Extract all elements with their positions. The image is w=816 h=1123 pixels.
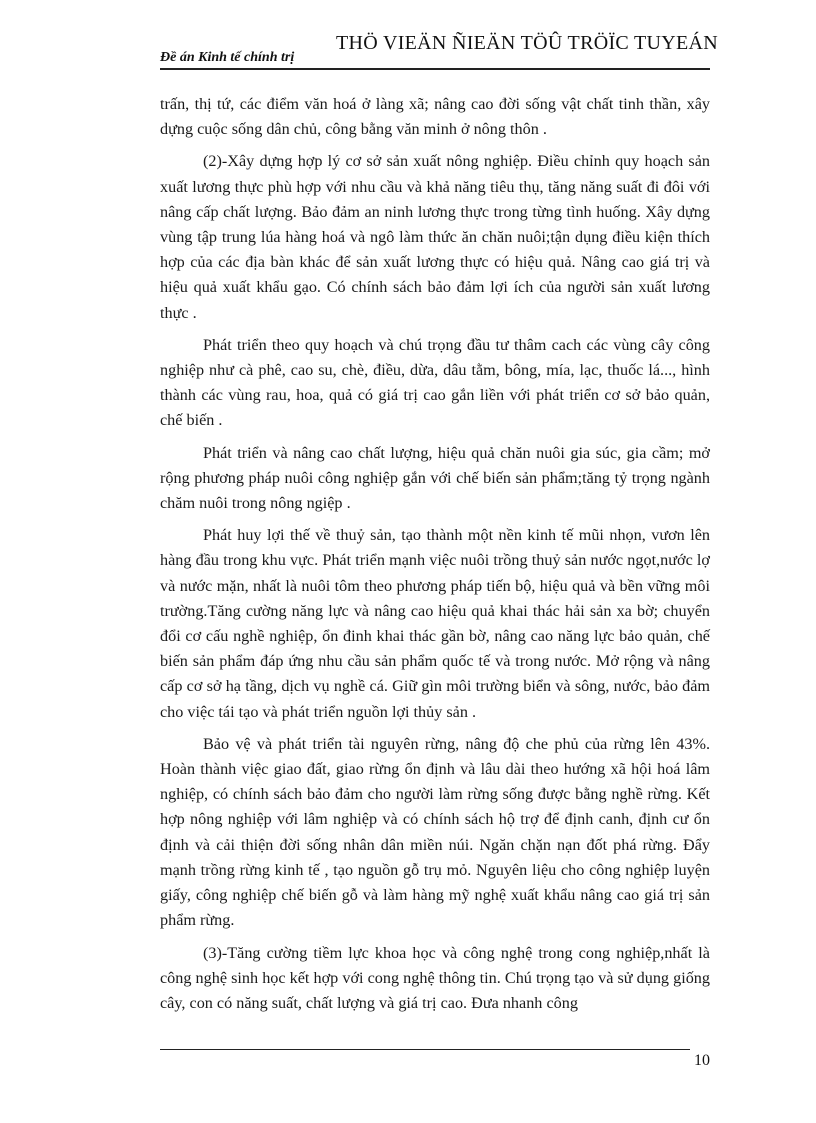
paragraph-5: Phát huy lợi thế về thuỷ sản, tạo thành một nền kinh tế mũi nhọn, vươn lên hàng đầu trong khu vực. Phát triển mạnh việc nuôi trồng thuỷ sản nước ngọt,nước lợ và nước mặn, nhất là nuôi tôm theo phương pháp tiến bộ, hiệu quả và bền vững môi trường.Tăng cường năng lực và nâng cao hiệu quả khai thác hải sản xa bờ; chuyển đổi cơ cấu nghề nghiệp, ổn đinh khai thác gần bờ, nâng cao năng lực bảo quản, chế biến sản phẩm đáp ứng nhu cầu sản phẩm quốc tế và trong nước. Mở rộng và nâng cấp cơ sở hạ tầng, dịch vụ nghề cá. Giữ gìn môi trường biển và sông, nước, bảo đảm cho việc tái tạo và phát triển nguồn lợi thủy sản .: [160, 526, 710, 721]
header-library-name: THÖ VIEÄN ÑIEÄN TÖÛ TRÖÏC TUYEÁN: [336, 32, 718, 54]
paragraph-7: (3)-Tăng cường tiềm lực khoa học và công nghệ trong cong nghiệp,nhất là công nghệ sinh học kết hợp với cong nghệ thông tin. Chú trọng tạo và sử dụng giống cây, con có năng suất, chất lượng và giá trị cao. Đưa nhanh công: [160, 943, 710, 1012]
paragraph-4: Phát triển và nâng cao chất lượng, hiệu quả chăn nuôi gia súc, gia cầm; mở rộng phương pháp nuôi công nghiệp gắn với chế biến sản phẩm;tăng tỷ trọng ngành chăm nuôi trong nông ngiệp .: [160, 443, 710, 513]
page-number: 10: [694, 1052, 710, 1069]
paragraph-2: (2)-Xây dựng hợp lý cơ sở sản xuất nông nghiệp. Điều chỉnh quy hoạch sản xuất lương thực phù hợp với nhu cầu và khả năng tiêu thụ, tăng năng suất đi đôi với nâng cấp chất lượng. Bảo đảm an ninh lương thực trong từng tình huống. Xây dựng vùng tập trung lúa hàng hoá và ngô làm thức ăn chăn nuôi;tận dụng điều kiện thích hợp của các địa bàn khác để sản xuất lương thực có hiệu quả. Nâng cao giá trị và hiệu quả xuất khẩu gạo. Có chính sách bảo đảm lợi ích của người sản xuất lương thực .: [160, 152, 710, 322]
document-body: [160, 92, 710, 1023]
page-header: [160, 28, 718, 70]
header-divider: [160, 68, 710, 70]
paragraph-3: Phát triển theo quy hoạch và chú trọng đầu tư thâm cach các vùng cây công nghiệp như cà phê, cao su, chè, điều, dừa, dâu tằm, bông, mía, lạc, thuốc lá..., hình thành các vùng rau, hoa, quả có giá trị cao gắn liền với phát triển cơ sở bảo quản, chế biến .: [160, 335, 710, 430]
footer-divider: [160, 1049, 690, 1050]
paragraph-1: trấn, thị tứ, các điểm văn hoá ở làng xã; nâng cao đời sống vật chất tinh thần, xây dựng cuộc sống dân chủ, công bằng văn minh ở nông thôn .: [160, 95, 710, 139]
header-document-title: Đề án Kinh tế chính trị: [160, 50, 295, 65]
paragraph-6: Bảo vệ và phát triển tài nguyên rừng, nâng độ che phủ của rừng lên 43%. Hoàn thành việc giao đất, giao rừng ổn định và lâu dài theo hướng xã hội hoá lâm nghiệp, có chính sách bảo đảm cho người làm rừng sống được bằng nghề rừng. Kết hợp nông nghiệp với lâm nghiệp và có chính sách hộ trợ để định canh, định cư ổn định và cải thiện đời sống nhân dân miền núi. Ngăn chặn nạn đốt phá rừng. Đẩy mạnh trồng rừng kinh tế , tạo nguồn gỗ trụ mỏ. Nguyên liệu cho công nghiệp luyện giấy, công nghiệp chế biến gỗ và làm hàng mỹ nghệ xuất khẩu nâng cao giá trị sản phẩm rừng.: [160, 734, 710, 930]
